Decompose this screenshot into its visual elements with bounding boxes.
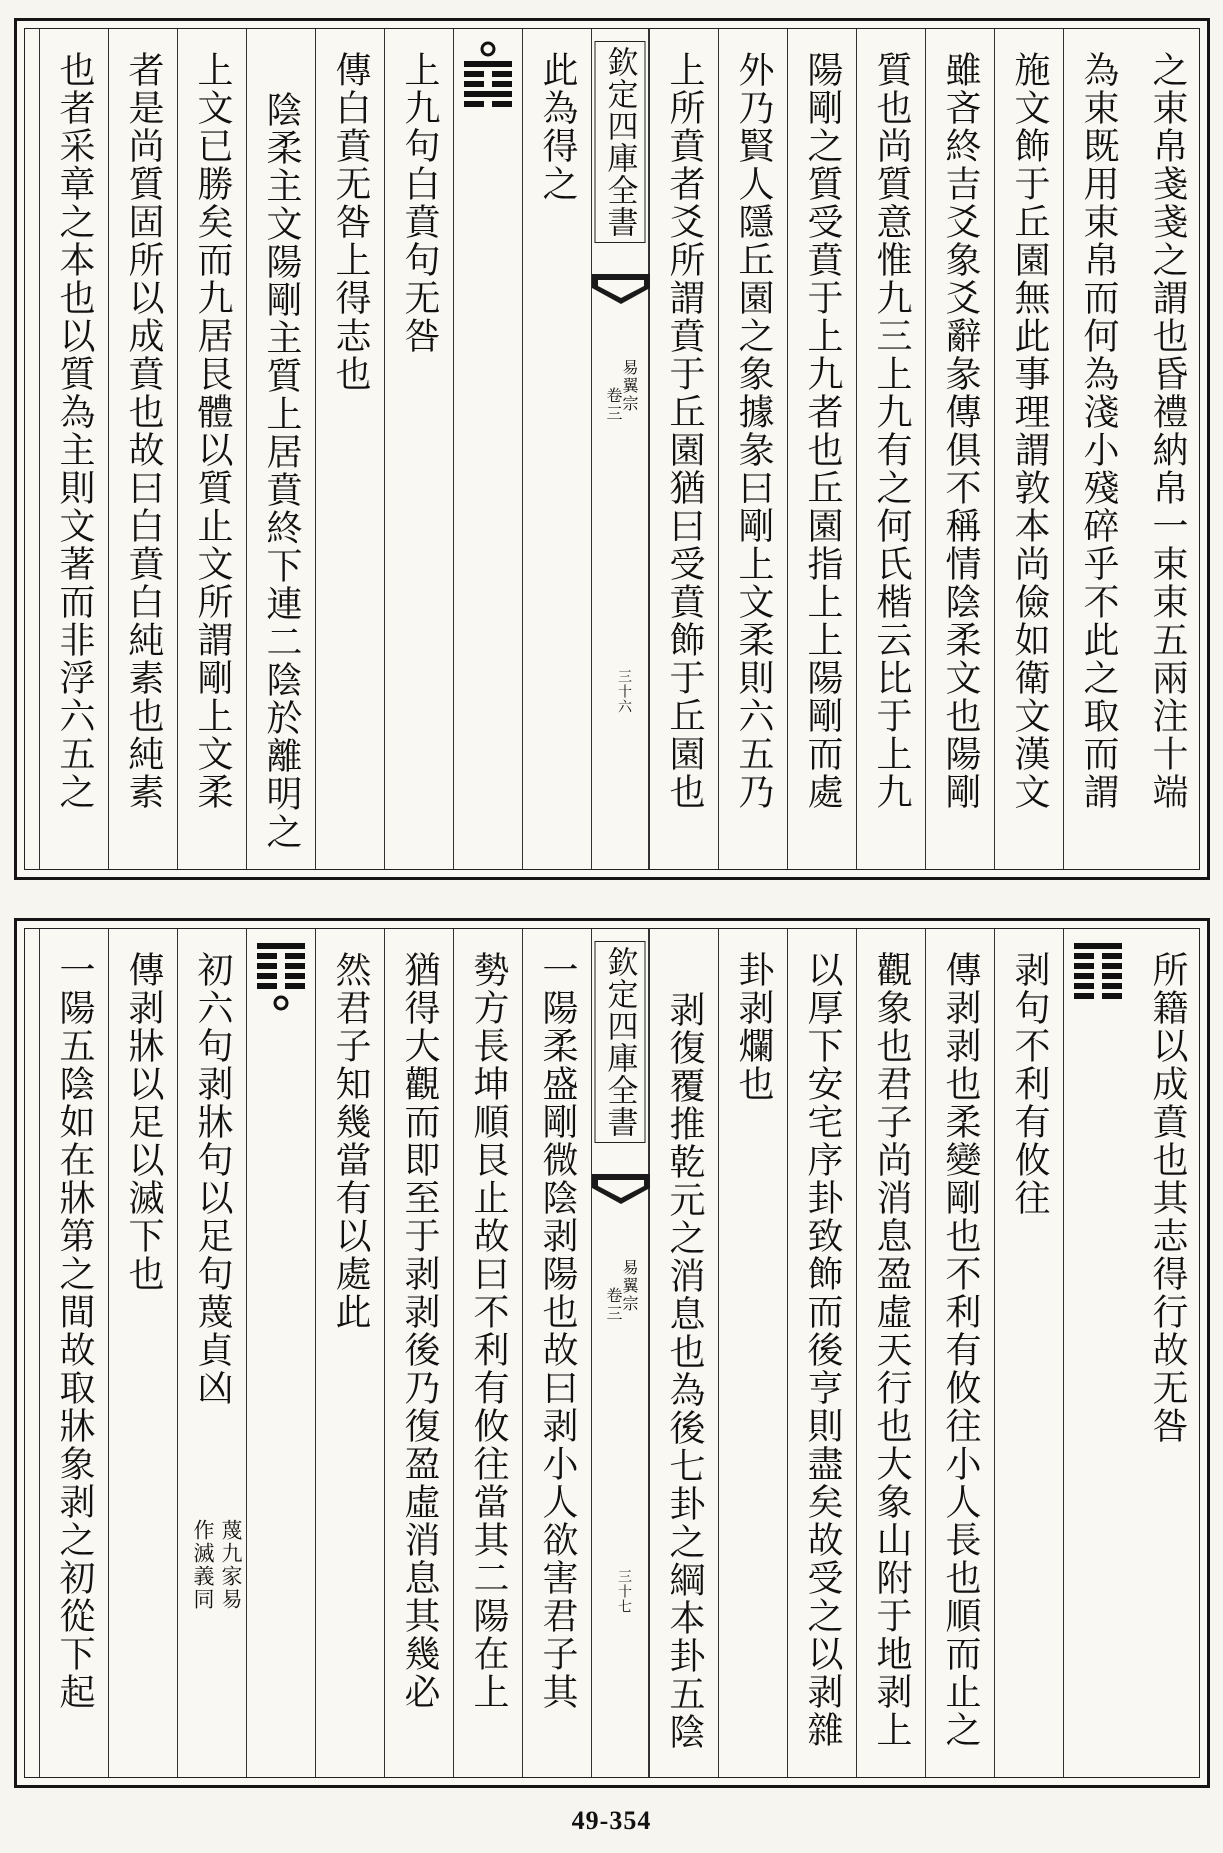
text-column: 上九句白賁句无咎 (399, 51, 440, 355)
column (108, 29, 177, 869)
text-column: 之束帛戔戔之謂也昏禮納帛一束束五兩注十端 (1147, 51, 1188, 811)
column (177, 929, 246, 1777)
column (39, 929, 108, 1777)
text-column: 猶得大觀而即至于剥剥後乃復盈虛消息其幾必 (399, 951, 440, 1711)
book-gutter (591, 929, 649, 1777)
column (718, 929, 787, 1777)
text-column: 施文飾于丘園無此事理謂敦本尚儉如衛文漢文 (1009, 51, 1050, 811)
column (787, 929, 856, 1777)
text-column: 卦剥爛也 (733, 951, 774, 1103)
column (177, 29, 246, 869)
text-column: 一陽五陰如在牀第之間故取牀象剥之初從下起 (54, 951, 95, 1711)
hexagram-column (246, 929, 315, 1777)
text-column: 此為得之 (537, 51, 578, 203)
book-subtitle: 易翼宗 (620, 359, 639, 413)
text-column: 為束既用束帛而何為淺小殘碎乎不此之取而謂 (1078, 51, 1119, 811)
commentary-note: 蔑九家易 (219, 1519, 243, 1611)
text-column: 雖吝終吉爻象爻辭彖傳俱不稱情陰柔文也陽剛 (940, 51, 981, 811)
fish-tail-ornament-icon (592, 1174, 650, 1208)
column (1132, 29, 1201, 869)
hexagram-column (453, 29, 522, 869)
column (1063, 29, 1132, 869)
bottom-leaf (14, 918, 1210, 1788)
column (787, 29, 856, 869)
text-column: 陰柔主文陽剛主質上居賁終下連二陰於離明之 (261, 91, 302, 851)
bi-hexagram-icon (462, 41, 514, 113)
column (315, 929, 384, 1777)
book-subtitle: 易翼宗 (620, 1259, 639, 1313)
page-number: 三十七 (616, 1569, 632, 1614)
page-number: 三十六 (616, 669, 632, 714)
bo-hexagram-icon (1072, 941, 1124, 1013)
text-column: 質也尚質意惟九三上九有之何氏楷云比于上九 (871, 51, 912, 811)
book-gutter (591, 29, 649, 869)
column (108, 929, 177, 1777)
column (384, 929, 453, 1777)
bottom-leaf-frame (24, 928, 1200, 1778)
text-column: 然君子知幾當有以處此 (330, 951, 371, 1331)
text-column: 所籍以成賁也其志得行故无咎 (1147, 951, 1188, 1445)
text-column: 者是尚質固所以成賁也故曰白賁白純素也純素 (123, 51, 164, 811)
top-leaf (14, 18, 1210, 880)
book-header: 欽定四庫全書 (595, 941, 646, 1143)
text-column: 以厚下安宅序卦致飾而後亨則盡矣故受之以剥雜 (802, 951, 843, 1749)
text-column: 傳剥牀以足以滅下也 (123, 951, 164, 1293)
column (856, 29, 925, 869)
column (994, 29, 1063, 869)
text-column: 陽剛之質受賁于上九者也丘園指上上陽剛而處 (802, 51, 843, 811)
column (994, 929, 1063, 1777)
column (522, 929, 591, 1777)
text-column: 初六句剥牀句以足句蔑貞凶 (192, 951, 233, 1407)
commentary-note: 作滅義同 (191, 1519, 215, 1611)
column (925, 29, 994, 869)
column (315, 29, 384, 869)
text-column: 也者采章之本也以質為主則文著而非浮六五之 (54, 51, 95, 811)
page-code: 49-354 (571, 1806, 652, 1835)
column (384, 29, 453, 869)
column (649, 929, 718, 1777)
text-column: 外乃賢人隱丘園之象據彖曰剛上文柔則六五乃 (733, 51, 774, 811)
column (246, 29, 315, 869)
fish-tail-ornament-icon (592, 274, 650, 308)
text-column: 傳白賁无咎上得志也 (330, 51, 371, 393)
top-leaf-frame (24, 28, 1200, 870)
hexagram-column (1063, 929, 1132, 1777)
column (856, 929, 925, 1777)
book-header: 欽定四庫全書 (595, 41, 646, 243)
text-column: 傳剥剥也柔變剛也不利有攸往小人長也順而止之 (940, 951, 981, 1749)
column (453, 929, 522, 1777)
column (925, 929, 994, 1777)
column (718, 29, 787, 869)
column (649, 29, 718, 869)
text-column: 上文已勝矣而九居艮體以質止文所謂剛上文柔 (192, 51, 233, 811)
volume-label: 卷三 (604, 387, 623, 423)
bo-hexagram-icon (255, 941, 307, 1013)
text-column: 上所賁者爻所謂賁于丘園猶曰受賁飾于丘園也 (664, 51, 705, 811)
text-column: 觀象也君子尚消息盈虛天行也大象山附于地剥上 (871, 951, 912, 1749)
text-column: 一陽柔盛剛微陰剥陽也故曰剥小人欲害君子其 (537, 951, 578, 1711)
column (39, 29, 108, 869)
column (1132, 929, 1201, 1777)
column (522, 29, 591, 869)
text-column: 勢方長坤順艮止故曰不利有攸往當其二陽在上 (468, 951, 509, 1711)
text-column: 剥句不利有攸往 (1009, 951, 1050, 1217)
volume-label: 卷三 (604, 1287, 623, 1323)
text-column: 剥復覆推乾元之消息也為後七卦之綱本卦五陰 (664, 991, 705, 1751)
